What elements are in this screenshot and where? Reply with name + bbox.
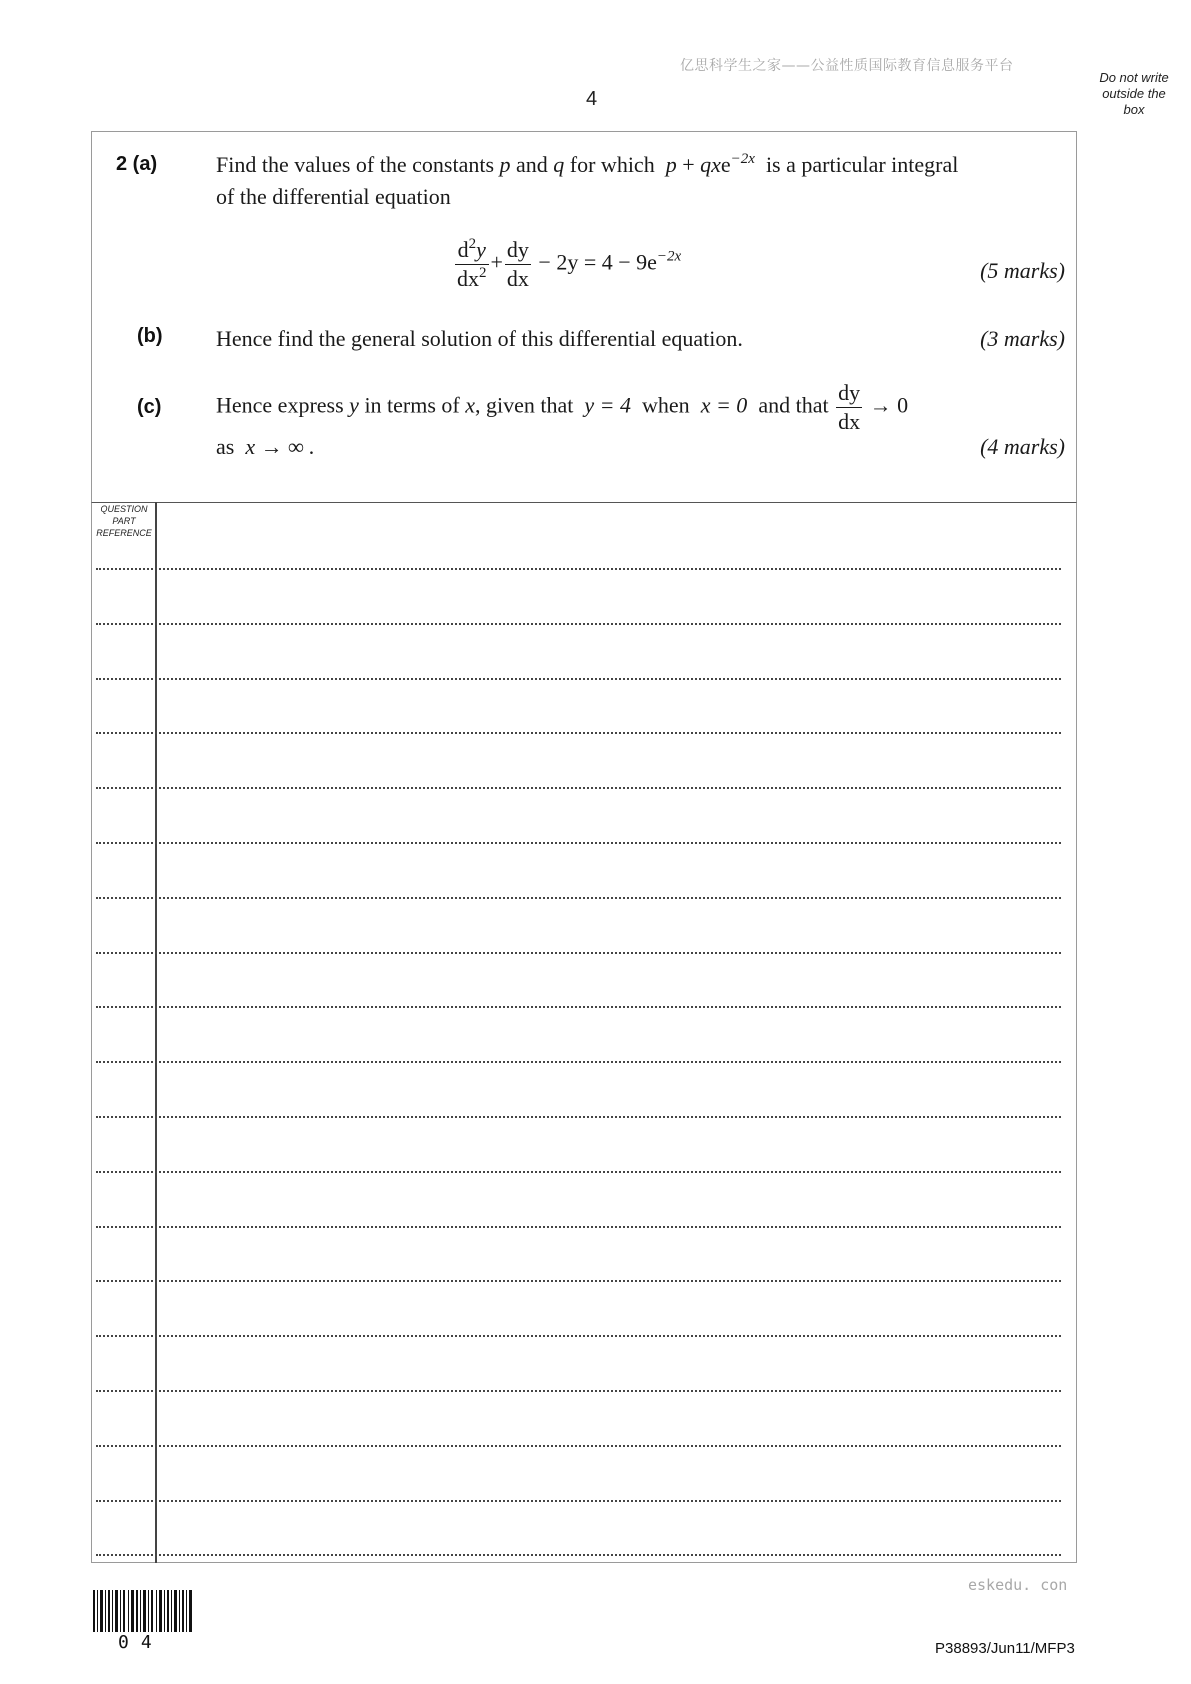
answer-line [96,787,1061,789]
part-c-given-that: , given that [475,392,574,418]
answer-line [96,732,1061,734]
eq-dy: dy [505,237,531,265]
margin-note [1088,70,1180,118]
eq-dx: dx [506,266,529,291]
reference-label-line: QUESTION [100,504,148,514]
condition-x: x = 0 [700,392,748,418]
part-a-marks: (5 marks) [980,258,1065,283]
part-a-text: Find the values of the constants [216,152,495,177]
d2y-dx2-fraction [455,237,489,292]
part-c-label: (c) [137,396,162,418]
expr-qx: qx [700,152,721,177]
answer-line [96,1335,1061,1337]
frac-dy: dy [836,380,862,408]
part-c-line2 [216,434,315,460]
eq-dx: dx [457,266,479,291]
part-a-line1 [216,152,958,178]
answer-line [96,1006,1061,1008]
answer-line [96,1061,1061,1063]
var-p: p [499,152,511,177]
answer-line [96,1116,1061,1118]
expr-e: e [720,152,731,177]
answer-line [96,1445,1061,1447]
part-c-text: Hence express [216,392,344,418]
answer-line [96,897,1061,899]
footer-site-text: eskedu. con [968,1576,1068,1594]
limit-expression: x → ∞ . [245,434,315,459]
part-c-and-that: and that [758,392,829,418]
eq-y: y [476,237,486,262]
condition-y: y = 4 [584,392,632,418]
answer-line [96,1390,1061,1392]
page-number: 4 [586,88,598,110]
answer-line [96,952,1061,954]
answer-line [96,1554,1061,1556]
part-a-and: and [516,152,548,177]
part-b-marks: (3 marks) [980,326,1065,351]
part-c-as: as [216,434,235,459]
expr-p: p [665,152,677,177]
barcode-icon [93,1590,193,1632]
part-a-line2: of the differential equation [216,184,451,209]
reference-label-line: REFERENCE [96,528,152,538]
part-c-line1 [216,380,908,435]
dy-dx-fraction [836,380,862,435]
dy-dx-fraction [505,237,531,292]
eq-sup-2: 2 [468,236,477,252]
answer-line [96,1226,1061,1228]
var-y: y [349,392,359,418]
answer-line [96,568,1061,570]
paper-code: P38893/Jun11/MFP3 [935,1640,1075,1657]
answer-line [96,623,1061,625]
answer-line [96,1500,1061,1502]
part-c-in-terms-of: in terms of [364,392,460,418]
question-number-label: 2 (a) [116,153,158,175]
barcode-number: 04 [118,1632,164,1653]
eq-plus: + [490,249,503,275]
answer-line [96,678,1061,680]
answer-line [96,1171,1061,1173]
eq-d: d [457,237,469,262]
part-a-tail: is a particular integral [765,152,959,177]
eq-rest-exponent: −2x [656,248,682,265]
part-a-for-which: for which [569,152,655,177]
reference-column-divider [155,502,157,1563]
expr-exponent: −2x [730,151,755,167]
eq-sup-2: 2 [479,265,487,281]
var-q: q [553,152,565,177]
eq-rest: − 2y = 4 − 9e [538,249,657,275]
var-x: x [465,392,476,418]
frac-dx: dx [838,409,861,434]
part-b-text: Hence find the general solution of this differential equation. [216,326,743,351]
answer-line [96,1280,1061,1282]
differential-equation [453,237,681,292]
arrow-zero: → 0 [869,392,909,418]
part-c-when: when [642,392,690,418]
part-b-label: (b) [137,325,163,347]
header-site-text: 亿思科学生之家——公益性质国际教育信息服务平台 [680,58,1014,74]
expr-plus: + [682,152,695,177]
question-part-reference-label [93,503,155,539]
margin-note-line: outside the [1102,86,1166,101]
answer-line [96,842,1061,844]
margin-note-line: Do not write [1099,70,1169,85]
reference-label-line: PART [112,516,136,526]
margin-note-line: box [1123,102,1145,117]
answer-box [91,502,1077,1563]
part-c-marks: (4 marks) [980,434,1065,459]
